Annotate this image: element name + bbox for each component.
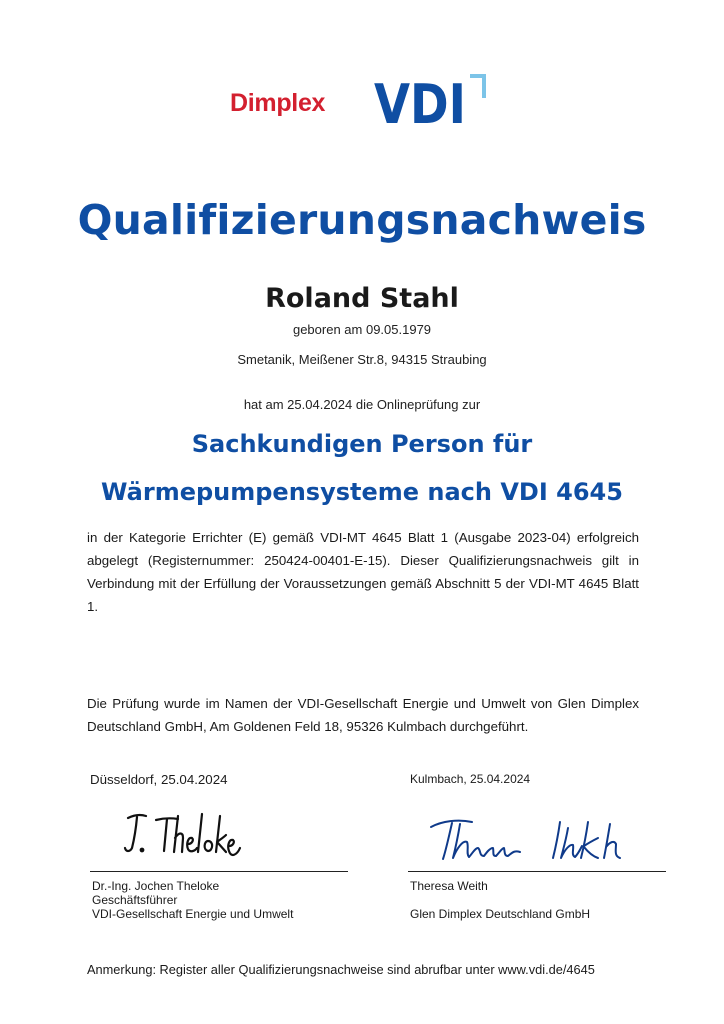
- exam-organizer-paragraph: Die Prüfung wurde im Namen der VDI-Gesellschaft Energie und Umwelt von Glen Dimplex Deutschland GmbH, Am Goldenen Feld 18, 95326 Kulmbach durchgeführt.: [87, 696, 639, 734]
- right-signer-organization: Glen Dimplex Deutschland GmbH: [410, 907, 591, 921]
- certificate-title: Qualifizierungsnachweis: [77, 196, 647, 244]
- left-signer-name: Dr.-Ing. Jochen Theloke: [92, 879, 220, 893]
- dimplex-logo: Dimplex: [230, 89, 326, 117]
- right-place-date: Kulmbach, 25.04.2024: [410, 772, 531, 786]
- svg-text:VDI: VDI: [374, 74, 466, 126]
- certificate-body-paragraph: in der Kategorie Errichter (E) gemäß VDI-MT 4645 Blatt 1 (Ausgabe 2023-04) erfolgreich abgelegt (Registernummer: 250424-00401-E-15). Dieser Qualifizierungsnachweis gilt in Verbindung mit der Erfüllung der Voraussetzungen gemäß Abschnitt 5 der VDI-MT 4645 Blatt 1.: [87, 530, 639, 614]
- qualification-subtitle-1: Sachkundigen Person für: [191, 430, 533, 458]
- left-handwritten-signature: [120, 808, 245, 866]
- holder-name: Roland Stahl: [265, 283, 459, 314]
- right-signature-line: [408, 871, 666, 872]
- left-signer-role: Geschäftsführer: [92, 893, 178, 907]
- vdi-logo: [374, 74, 492, 126]
- qualification-subtitle-2: Wärmepumpensysteme nach VDI 4645: [101, 478, 623, 506]
- left-signer-organization: VDI-Gesellschaft Energie und Umwelt: [92, 907, 294, 921]
- right-handwritten-signature: [428, 814, 638, 866]
- register-note: Anmerkung: Register aller Qualifizierungsnachweise sind abrufbar unter www.vdi.de/4645: [87, 962, 595, 977]
- holder-address: Smetanik, Meißener Str.8, 94315 Straubing: [237, 352, 487, 367]
- exam-intro: hat am 25.04.2024 die Onlineprüfung zur: [243, 397, 481, 412]
- left-place-date: Düsseldorf, 25.04.2024: [90, 772, 228, 787]
- right-signer-name: Theresa Weith: [410, 879, 488, 893]
- left-signature-line: [90, 871, 348, 872]
- birth-date: geboren am 09.05.1979: [292, 322, 432, 337]
